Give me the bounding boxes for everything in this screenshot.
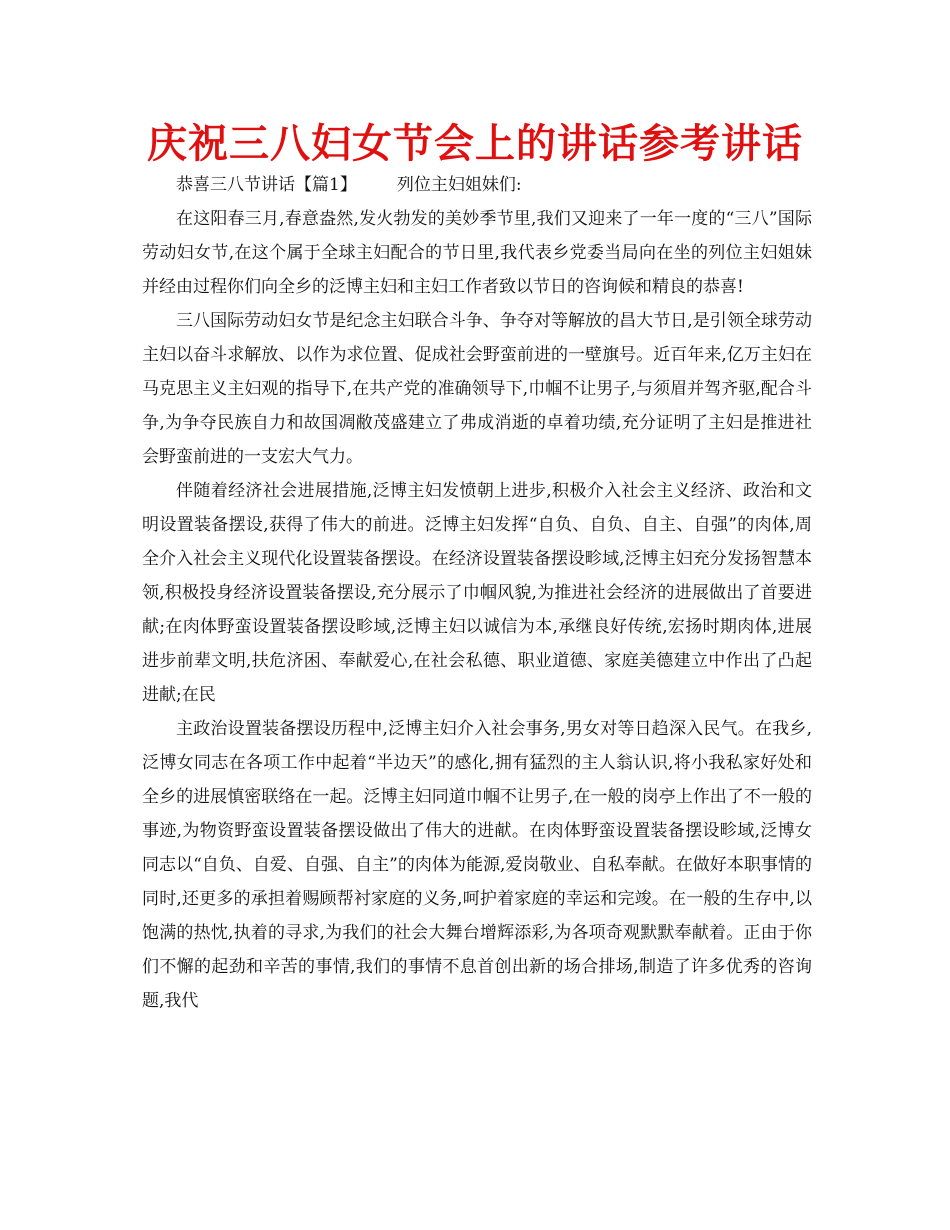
document-body: [142, 168, 812, 1018]
paragraph-1: 在这阳春三月,春意盎然,发火勃发的美妙季节里,我们又迎来了一年一度的“三八”国际劳动妇女节,在这个属于全球主妇配合的节日里,我代表乡党委当局向在坐的列位主妇姐妹并经由过程你们向全乡的泛博主妇和主妇工作者致以节日的咨询候和精良的恭喜!: [142, 209, 812, 297]
speech-heading: 恭喜三八节讲话【篇1】: [176, 175, 357, 195]
document-title: 庆祝三八妇女节会上的讲话参考讲话: [147, 121, 803, 167]
salutation: 列位主妇姐妹们:: [396, 175, 522, 195]
paragraph-3: 伴随着经济社会进展措施,泛博主妇发愤朝上进步,积极介入社会主义经济、政治和文明设置装备摆设,获得了伟大的前进。泛博主妇发挥“自负、自负、自主、自强”的肉体,周全介入社会主义现代化设置装备摆设。在经济设置装备摆设畛域,泛博主妇充分发扬智慧本领,积极投身经济设置装备摆设,充分展示了巾帼风貌,为推进社会经济的进展做出了首要进献;在肉体野蛮设置装备摆设畛域,泛博主妇以诚信为本,承继良好传统,宏扬时期肉体,进展进步前辈文明,扶危济困、奉献爱心,在社会私德、职业道德、家庭美德建立中作出了凸起进献;在民: [142, 481, 812, 705]
opening-line: [142, 168, 812, 202]
paragraph-2: 三八国际劳动妇女节是纪念主妇联合斗争、争夺对等解放的昌大节日,是引领全球劳动主妇以奋斗求解放、以作为求位置、促成社会野蛮前进的一壁旗号。近百年来,亿万主妇在马克思主义主妇观的指导下,在共产党的准确领导下,巾帼不让男子,与须眉并驾齐驱,配合斗争,为争夺民族自力和故国凋敝茂盛建立了弗成消逝的卓着功绩,充分证明了主妇是推进社会野蛮前进的一支宏大气力。: [142, 311, 812, 467]
paragraph-4: 主政治设置装备摆设历程中,泛博主妇介入社会事务,男女对等日趋深入民气。在我乡,泛博女同志在各项工作中起着“半边天”的感化,拥有猛烈的主人翁认识,将小我私家好处和全乡的进展慎密联络在一起。泛博主妇同道巾帼不让男子,在一般的岗亭上作出了不一般的事迹,为物资野蛮设置装备摆设做出了伟大的进献。在肉体野蛮设置装备摆设畛域,泛博女同志以“自负、自爱、自强、自主”的肉体为能源,爱岗敬业、自私奉献。在做好本职事情的同时,还更多的承担着赐顾帮衬家庭的义务,呵护着家庭的幸运和完竣。在一般的生存中,以饱满的热忱,执着的寻求,为我们的社会大舞台增辉添彩,为各项奇观默默奉献着。正由于你们不懈的起劲和辛苦的事情,我们的事情不息首创出新的场合排场,制造了许多优秀的咨询题,我代: [142, 719, 812, 1011]
